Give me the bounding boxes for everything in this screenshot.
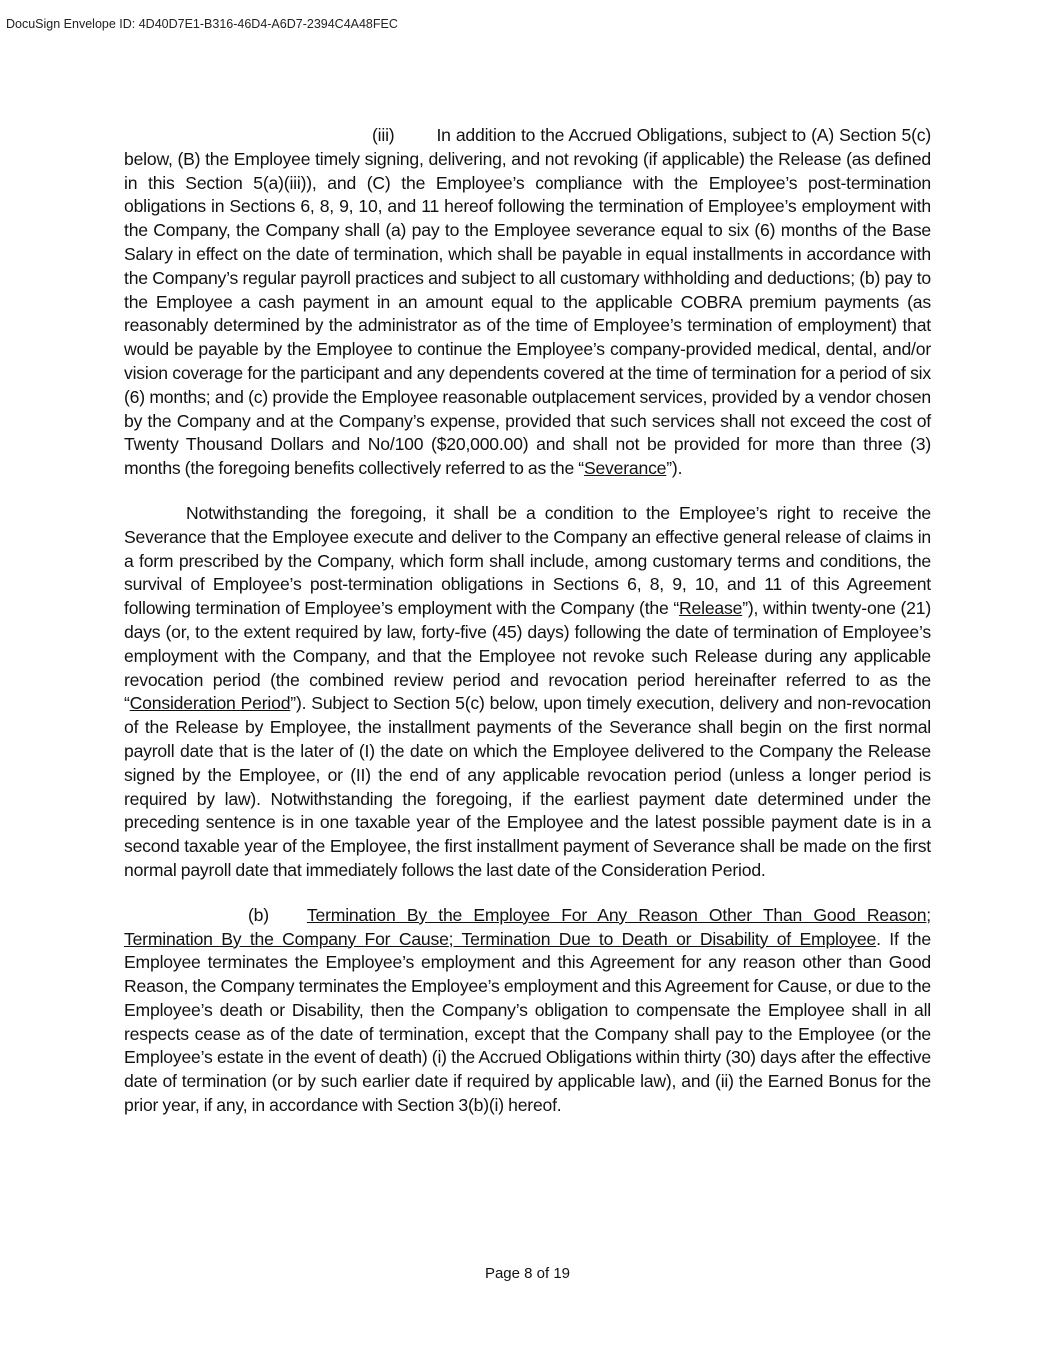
defined-term-consideration-period: Consideration Period [129, 693, 291, 714]
document-body [124, 124, 931, 1118]
defined-term-severance: Severance [583, 458, 667, 479]
clause-label: (b) [248, 904, 269, 925]
defined-term-release: Release [679, 598, 743, 619]
paragraph-release-condition: Notwithstanding the foregoing, it shall be a condition to the Employee’s right to receive the Severance that the Employee execute and deliver to the Company an effective general release of claims in a form prescribed by the Company, which form shall include, among customary terms and conditions, the survival of Employee’s post-termination obligations in Sections 6, 8, 9, 10, and 11 of this Agreement following termination of Employee’s employment with the Company (the “Release”), within twenty-one (21) days (or, to the extent required by law, forty-five (45) days) following the date of termination of Employee’s employment with the Company, and that the Employee not revoke such Release during any applicable revocation period (the combined review period and revocation period hereinafter referred to as the “Consideration Period”). Subject to Section 5(c) below, upon timely execution, delivery and non-revocation of the Release by Employee, the installment payments of the Severance shall begin on the first normal payroll date that is the later of (I) the date on which the Employee delivered to the Company the Release signed by the Employee, or (II) the end of any applicable revocation period (unless a longer period is required by law). Notwithstanding the foregoing, if the earliest payment date determined under the preceding sentence is in one taxable year of the Employee and the latest possible payment date is in a second taxable year of the Employee, the first installment payment of Severance shall be made on the first normal payroll date that immediately follows the last date of the Consideration Period. [124, 502, 932, 880]
clause-label: (iii) [372, 125, 395, 145]
envelope-id: DocuSign Envelope ID: 4D40D7E1-B316-46D4-A6D7-2394C4A48FEC [6, 17, 398, 31]
paragraph-termination-other: (b) Termination By the Employee For Any Reason Other Than Good Reason; Termination By the Company For Cause; Termination Due to Death or Disability of Employee. If the Employee terminates the Employee’s employment and this Agreement for any reason other than Good Reason, the Company terminates the Employee’s employment and this Agreement for Cause, or due to the Employee’s death or Disability, then the Company’s obligation to compensate the Employee shall in all respects cease as of the date of termination, except that the Company shall pay to the Employee (or the Employee’s estate in the event of death) (i) the Accrued Obligations within thirty (30) days after the effective date of termination (or by such earlier date if required by applicable law), and (ii) the Earned Bonus for the prior year, if any, in accordance with Section 3(b)(i) hereof. [124, 904, 931, 1116]
section-heading: Termination By the Employee For Any Reason Other Than Good Reason; Termination By the Company For Cause; Termination Due to Death or Disability of Employee [124, 904, 931, 949]
page-number: Page 8 of 19 [484, 1265, 571, 1282]
paragraph-severance: (iii) In addition to the Accrued Obligations, subject to (A) Section 5(c) below, (B) the Employee timely signing, delivering, and not revoking (if applicable) the Release (as defined in this Section 5(a)(iii)), and (C) the Employee’s compliance with the Employee’s post-termination obligations in Sections 6, 8, 9, 10, and 11 hereof following the termination of Employee’s employment with the Company, the Company shall (a) pay to the Employee severance equal to six (6) months of the Base Salary in effect on the date of termination, which shall be payable in equal installments in accordance with the Company’s regular payroll practices and subject to all customary withholding and deductions; (b) pay to the Employee a cash payment in an amount equal to the applicable COBRA premium payments (as reasonably determined by the administrator as of the time of Employee’s termination of employment) that would be payable by the Employee to continue the Employee’s company-provided medical, dental, and/or vision coverage for the participant and any dependents covered at the time of termination for a period of six (6) months; and (c) provide the Employee reasonable outplacement services, provided by a vendor chosen by the Company and at the Company’s expense, provided that such services shall not exceed the cost of Twenty Thousand Dollars and No/100 ($20,000.00) and shall not be provided for more than three (3) months (the foregoing benefits collectively referred to as the “Severance”). [124, 125, 931, 479]
